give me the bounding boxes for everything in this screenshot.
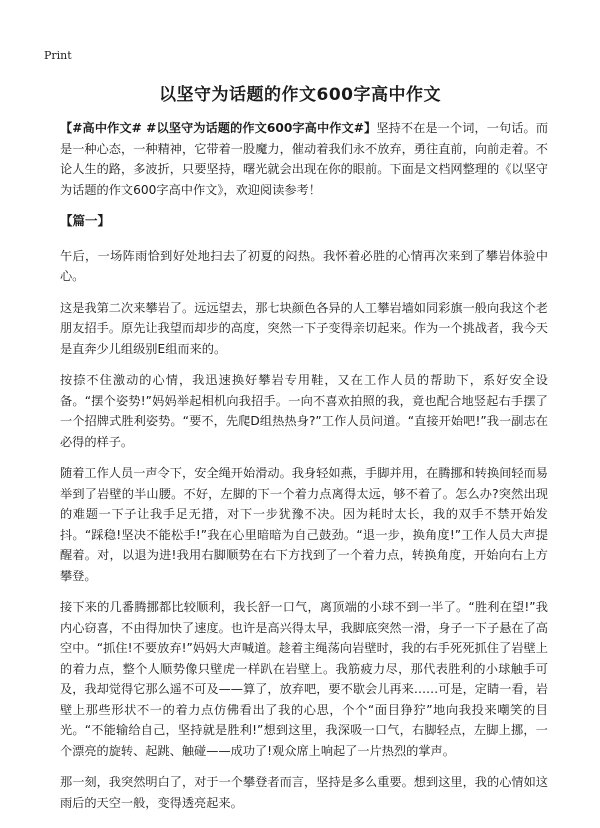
article-body xyxy=(60,118,548,824)
print-label: Print xyxy=(44,49,72,62)
paragraph-6: 那一刻，我突然明白了，对于一个攀登者而言，坚持是多么重要。想到这里，我的心情如这雨后的天空一般，变得透亮起来。 xyxy=(60,775,548,810)
section-heading: 【篇一】 xyxy=(60,213,111,228)
paragraph-1: 午后，一场阵雨恰到好处地扫去了初夏的闷热。我怀着必胜的心情再次来到了攀岩体验中心。 xyxy=(60,248,548,283)
intro-tags: 【#高中作文# #以坚守为话题的作文600字高中作文#】 xyxy=(60,121,377,135)
page-title: 以坚守为话题的作文600字高中作文 xyxy=(159,85,441,105)
paragraph-4: 随着工作人员一声令下，安全绳开始滑动。我身轻如燕，手脚并用，在腾挪和转换间轻而易举到了岩壁的半山腰。不好，左脚的下一个着力点离得太远，够不着了。怎么办?突然出现的难题一下子让我手足无措，对下一步犹豫不决。因为耗时太长，我的双手不禁开始发抖。“踩稳!坚决不能松手!”我在心里暗暗为自己鼓劲。“退一步，换角度!”工作人员大声提醒着。对，以退为进!我用右脚顺势在右下方找到了一个着力点，转换角度，开始向右上方攀登。 xyxy=(60,466,548,583)
intro-paragraph xyxy=(60,118,548,200)
paragraph-5: 接下来的几番腾挪都比较顺利，我长舒一口气，离顶端的小球不到一半了。“胜利在望!”我内心窃喜，不由得加快了速度。也许是高兴得太早，我脚底突然一滑，身子一下子悬在了高空中。“抓住!不要放弃!”妈妈大声喊道。趁着主绳荡向岩壁时，我的右手死死抓住了岩壁上的着力点，整个人顺势像只壁虎一样趴在岩壁上。我筋疲力尽，那代表胜利的小球触手可及，我却觉得它那么遥不可及——算了，放弃吧，要不歇会儿再来……可是，定睛一看，岩壁上那些形状不一的着力点仿佛看出了我的心思，个个“面目狰狞”地向我投来嘲笑的目光。“不能输给自己，坚持就是胜利!”想到这里，我深吸一口气，右脚轻点，左脚上挪，一个漂亮的旋转、起跳、触碰——成功了!观众席上响起了一片热烈的掌声。 xyxy=(60,600,548,758)
intro-text: 坚持不在是一个词，一句话。而是一种心态，一种精神，它带着一股魔力，催动着我们永不放弃，勇往直前，向前走着。不论人生的路，多波折，只要坚持，曙光就会出现在你的眼前。下面是文档网整理的《以坚守为话题的作文600字高中作文》，欢迎阅读参考！ xyxy=(60,121,549,197)
paragraph-3: 按捺不住激动的心情，我迅速换好攀岩专用鞋，又在工作人员的帮助下，系好安全设备。“摆个姿势!”妈妈举起相机向我招手。一向不喜欢拍照的我，竟也配合地竖起右手摆了一个招牌式胜利姿势。“要不，先爬D组热热身?”工作人员问道。“直接开始吧!”我一副志在必得的样子。 xyxy=(60,373,548,449)
paragraph-2: 这是我第二次来攀岩了。远远望去，那七块颜色各异的人工攀岩墙如同彩旗一般向我这个老朋友招手。原先让我望而却步的高度，突然一下子变得亲切起来。作为一个挑战者，我今天是直奔少儿组级别E组而来的。 xyxy=(60,300,548,356)
